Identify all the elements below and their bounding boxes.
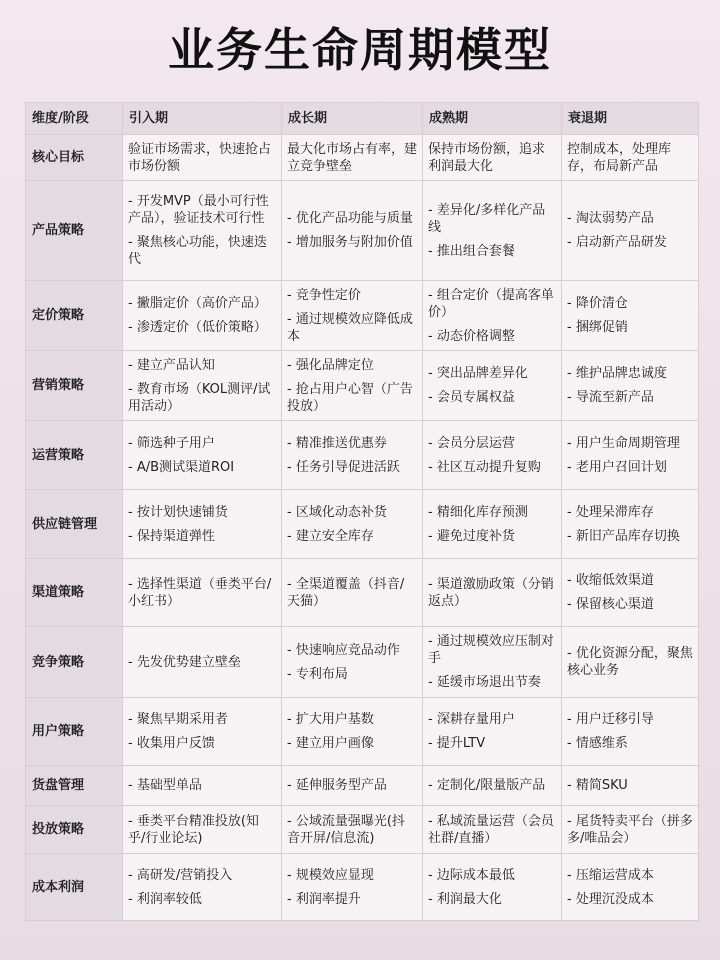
table-cell bbox=[423, 698, 562, 766]
cell-line: 最大化市场占有率，建立竞争壁垒 bbox=[287, 141, 418, 174]
table-cell bbox=[282, 627, 423, 698]
cell-line: - 任务引导促进活跃 bbox=[287, 459, 400, 475]
header-maturity-stage: 成熟期 bbox=[423, 103, 562, 135]
cell-line: - 优化资源分配，聚焦核心业务 bbox=[567, 646, 693, 678]
cell-line: - 延缓市场退出节奏 bbox=[428, 675, 541, 690]
row-dimension-label: 运营策略 bbox=[26, 421, 123, 490]
cell-line: - 收缩低效渠道 bbox=[567, 573, 654, 588]
cell-line: - 尾货特卖平台（拼多多/唯品会） bbox=[567, 813, 693, 846]
cell-line: - 聚焦核心功能，快速迭代 bbox=[128, 235, 267, 267]
table-cell bbox=[123, 135, 282, 181]
table-cell bbox=[123, 421, 282, 490]
cell-line: - 强化品牌定位 bbox=[287, 357, 374, 373]
cell-line: - 区域化动态补货 bbox=[287, 504, 387, 520]
cell-line: - 精细化库存预测 bbox=[428, 504, 528, 520]
cell-line: - 启动新产品研发 bbox=[567, 235, 667, 250]
cell-line: - 精准推送优惠券 bbox=[287, 435, 387, 451]
cell-line: - 快速响应竞品动作 bbox=[287, 642, 400, 658]
cell-line: - 渗透定价（低价策略） bbox=[128, 320, 267, 335]
table-cell bbox=[423, 854, 562, 921]
cell-line: - 规模效应显现 bbox=[287, 867, 374, 883]
cell-line: - 避免过度补货 bbox=[428, 528, 515, 544]
row-dimension-label: 成本利润 bbox=[26, 854, 123, 921]
cell-line: - 建立产品认知 bbox=[128, 357, 215, 373]
cell-line: - 导流至新产品 bbox=[567, 390, 654, 405]
cell-line: 保持市场份额，追求利润最大化 bbox=[428, 141, 546, 174]
cell-line: - 老用户召回计划 bbox=[567, 459, 667, 475]
table-cell bbox=[562, 766, 699, 806]
header-dimension: 维度/阶段 bbox=[26, 103, 123, 135]
cell-line: - 先发优势建立壁垒 bbox=[128, 654, 241, 670]
table-cell bbox=[282, 181, 423, 281]
cell-line: - 定制化/限量版产品 bbox=[428, 778, 546, 793]
row-dimension-label: 渠道策略 bbox=[26, 559, 123, 627]
table-cell bbox=[123, 281, 282, 351]
table-cell bbox=[423, 559, 562, 627]
table-row bbox=[26, 490, 699, 559]
cell-line: - 维护品牌忠诚度 bbox=[567, 366, 667, 381]
table-cell bbox=[562, 806, 699, 854]
table-cell bbox=[423, 135, 562, 181]
row-dimension-label: 用户策略 bbox=[26, 698, 123, 766]
cell-line: - 保持渠道弹性 bbox=[128, 528, 215, 544]
cell-line: - 处理呆滞库存 bbox=[567, 504, 654, 520]
table-cell bbox=[282, 421, 423, 490]
table-cell bbox=[423, 181, 562, 281]
cell-line: - 渠道激励政策（分销返点） bbox=[428, 576, 554, 609]
cell-line: - 延伸服务型产品 bbox=[287, 778, 387, 793]
table-row bbox=[26, 351, 699, 421]
table-cell bbox=[282, 351, 423, 421]
row-dimension-label: 投放策略 bbox=[26, 806, 123, 854]
table-cell bbox=[123, 766, 282, 806]
table-cell bbox=[282, 854, 423, 921]
cell-line: - 突出品牌差异化 bbox=[428, 366, 528, 381]
table-row bbox=[26, 135, 699, 181]
cell-line: - 选择性渠道（垂类平台/小红书） bbox=[128, 576, 272, 609]
cell-line: - 会员分层运营 bbox=[428, 435, 515, 451]
cell-line: - 撇脂定价（高价产品） bbox=[128, 296, 267, 311]
cell-line: - 提升LTV bbox=[428, 736, 486, 751]
cell-line: - 用户迁移引导 bbox=[567, 712, 654, 727]
cell-line: - 动态价格调整 bbox=[428, 328, 515, 344]
cell-line: - 利润率提升 bbox=[287, 891, 361, 907]
table-row bbox=[26, 698, 699, 766]
row-dimension-label: 货盘管理 bbox=[26, 766, 123, 806]
cell-line: - 竞争性定价 bbox=[287, 287, 361, 303]
cell-line: - 开发MVP（最小可行性产品），验证技术可行性 bbox=[128, 194, 269, 226]
table-cell bbox=[282, 135, 423, 181]
cell-line: - 聚焦早期采用者 bbox=[128, 712, 228, 727]
table-row bbox=[26, 854, 699, 921]
cell-line: - 私域流量运营（会员社群/直播） bbox=[428, 813, 554, 846]
row-dimension-label: 产品策略 bbox=[26, 181, 123, 281]
table-row bbox=[26, 559, 699, 627]
cell-line: 验证市场需求，快速抢占市场份额 bbox=[128, 141, 272, 174]
header-growth-stage: 成长期 bbox=[282, 103, 423, 135]
table-row bbox=[26, 627, 699, 698]
cell-line: - 差异化/多样化产品线 bbox=[428, 202, 546, 235]
cell-line: - 高研发/营销投入 bbox=[128, 867, 233, 883]
table-cell bbox=[562, 281, 699, 351]
table-cell bbox=[562, 351, 699, 421]
cell-line: - 通过规模效应降低成本 bbox=[287, 311, 413, 344]
cell-line: - 情感维系 bbox=[567, 736, 628, 751]
table-cell bbox=[123, 181, 282, 281]
table-cell bbox=[423, 806, 562, 854]
table-cell bbox=[423, 281, 562, 351]
cell-line: - 利润最大化 bbox=[428, 891, 502, 907]
table-row bbox=[26, 281, 699, 351]
cell-line: - 全渠道覆盖（抖音/天猫） bbox=[287, 576, 405, 609]
table-cell bbox=[282, 559, 423, 627]
cell-line: - 筛选种子用户 bbox=[128, 435, 215, 451]
row-dimension-label: 营销策略 bbox=[26, 351, 123, 421]
cell-line: - 公域流量强曝光(抖音开屏/信息流) bbox=[287, 813, 405, 846]
table-cell bbox=[282, 766, 423, 806]
cell-line: - A/B测试渠道ROI bbox=[128, 459, 235, 475]
table-cell bbox=[123, 627, 282, 698]
cell-line: - 新旧产品库存切换 bbox=[567, 528, 680, 544]
table-cell bbox=[562, 181, 699, 281]
cell-line: 控制成本，处理库存，布局新产品 bbox=[567, 141, 672, 174]
cell-line: - 扩大用户基数 bbox=[287, 712, 374, 727]
table-cell bbox=[562, 559, 699, 627]
table-cell bbox=[123, 559, 282, 627]
cell-line: - 专利布局 bbox=[287, 666, 348, 682]
table-cell bbox=[123, 351, 282, 421]
table-cell bbox=[562, 421, 699, 490]
cell-line: - 推出组合套餐 bbox=[428, 243, 515, 259]
table-row bbox=[26, 766, 699, 806]
cell-line: - 保留核心渠道 bbox=[567, 597, 654, 612]
table-cell bbox=[282, 281, 423, 351]
table-header-row bbox=[26, 103, 699, 135]
cell-line: - 深耕存量用户 bbox=[428, 712, 515, 727]
table-cell bbox=[562, 490, 699, 559]
cell-line: - 通过规模效应压制对手 bbox=[428, 634, 554, 666]
row-dimension-label: 定价策略 bbox=[26, 281, 123, 351]
cell-line: - 优化产品功能与质量 bbox=[287, 211, 413, 226]
cell-line: - 利润率较低 bbox=[128, 891, 202, 907]
cell-line: - 捆绑促销 bbox=[567, 320, 628, 335]
cell-line: - 建立用户画像 bbox=[287, 736, 374, 751]
table-cell bbox=[562, 854, 699, 921]
cell-line: - 边际成本最低 bbox=[428, 867, 515, 883]
table-cell bbox=[423, 490, 562, 559]
cell-line: - 会员专属权益 bbox=[428, 390, 515, 405]
cell-line: - 压缩运营成本 bbox=[567, 867, 654, 883]
table-cell bbox=[282, 698, 423, 766]
header-decline-stage: 衰退期 bbox=[562, 103, 699, 135]
cell-line: - 收集用户反馈 bbox=[128, 736, 215, 751]
cell-line: - 用户生命周期管理 bbox=[567, 435, 680, 451]
table-cell bbox=[423, 351, 562, 421]
lifecycle-table bbox=[25, 102, 699, 921]
cell-line: - 精简SKU bbox=[567, 778, 628, 793]
cell-line: - 垂类平台精准投放(知乎/行业论坛) bbox=[128, 813, 259, 846]
table-cell bbox=[562, 627, 699, 698]
cell-line: - 按计划快速铺货 bbox=[128, 504, 228, 520]
cell-line: - 增加服务与附加价值 bbox=[287, 235, 413, 250]
table-cell bbox=[423, 421, 562, 490]
table-row bbox=[26, 421, 699, 490]
table-row bbox=[26, 806, 699, 854]
row-dimension-label: 竞争策略 bbox=[26, 627, 123, 698]
cell-line: - 教育市场（KOL测评/试用活动） bbox=[128, 381, 271, 414]
table-cell bbox=[423, 766, 562, 806]
cell-line: - 社区互动提升复购 bbox=[428, 459, 541, 475]
table-cell bbox=[282, 806, 423, 854]
cell-line: - 抢占用户心智（广告投放） bbox=[287, 381, 413, 414]
table-cell bbox=[123, 806, 282, 854]
table-cell bbox=[282, 490, 423, 559]
header-intro-stage: 引入期 bbox=[123, 103, 282, 135]
table-cell bbox=[123, 490, 282, 559]
table-cell bbox=[423, 627, 562, 698]
cell-line: - 降价清仓 bbox=[567, 296, 628, 311]
cell-line: - 组合定价（提高客单价） bbox=[428, 287, 554, 320]
table-body bbox=[26, 135, 699, 921]
table-row bbox=[26, 181, 699, 281]
cell-line: - 淘汰弱势产品 bbox=[567, 211, 654, 226]
row-dimension-label: 供应链管理 bbox=[26, 490, 123, 559]
table-cell bbox=[123, 698, 282, 766]
table-cell bbox=[562, 135, 699, 181]
cell-line: - 基础型单品 bbox=[128, 778, 202, 793]
table-cell bbox=[562, 698, 699, 766]
row-dimension-label: 核心目标 bbox=[26, 135, 123, 181]
table-cell bbox=[123, 854, 282, 921]
cell-line: - 处理沉没成本 bbox=[567, 891, 654, 907]
cell-line: - 建立安全库存 bbox=[287, 528, 374, 544]
page-title: 业务生命周期模型 bbox=[168, 23, 552, 77]
